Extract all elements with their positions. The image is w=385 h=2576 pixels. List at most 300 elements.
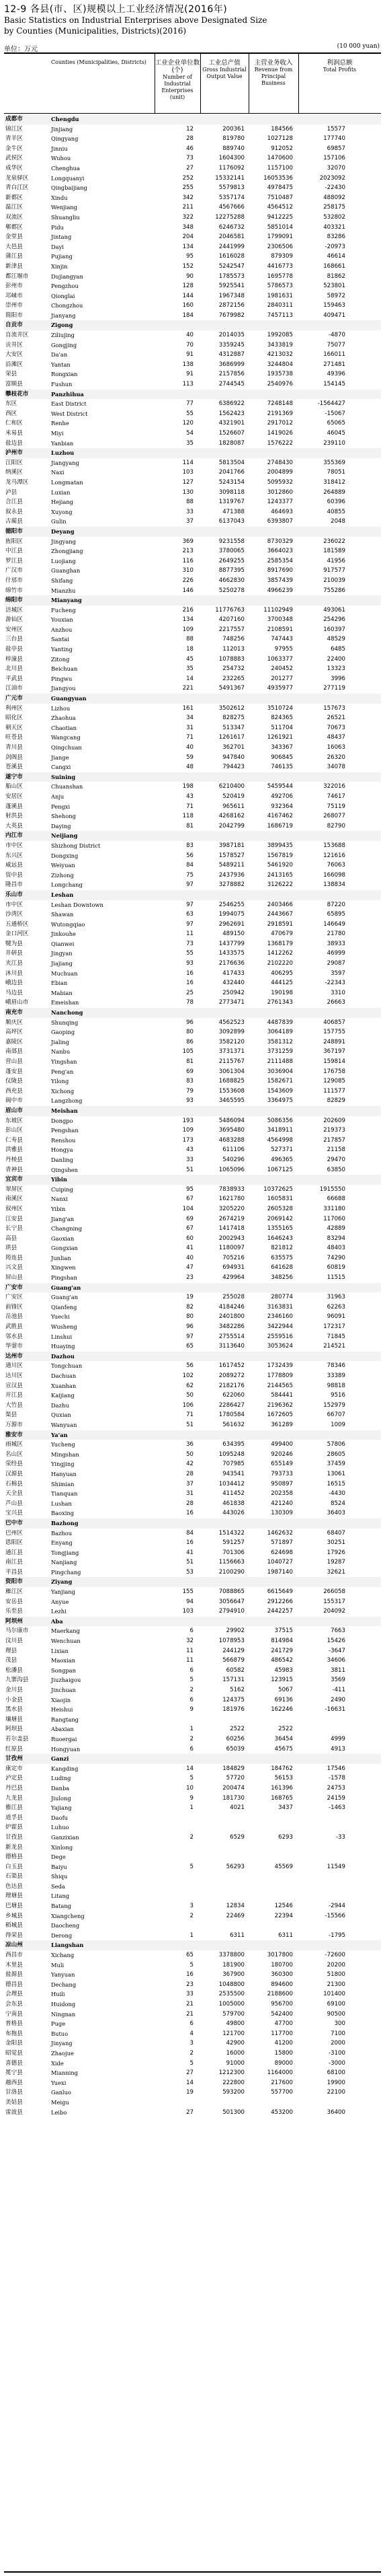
cell-enterprise-count: 23 (186, 1981, 194, 1988)
cell-total-profit: 138834 (323, 881, 345, 889)
county-name-zh: 古蔺县 (5, 518, 23, 525)
table-row (4, 900, 381, 910)
cell-enterprise-count: 67 (186, 1195, 194, 1203)
cell-total-profit: 13061 (327, 1470, 345, 1477)
county-name-en: Shunqing (51, 1019, 79, 1026)
cell-gross-output: 1994075 (218, 911, 245, 918)
table-row (4, 1724, 381, 1734)
county-name-en: Junlian (51, 1254, 71, 1261)
cell-enterprise-count: 9 (189, 1794, 194, 1802)
cell-revenue: 4564512 (267, 204, 293, 211)
cell-gross-output: 1553608 (218, 1087, 245, 1095)
table-row (4, 851, 381, 861)
cell-enterprise-count: 75 (186, 871, 194, 879)
county-name-zh: 达川区 (5, 1372, 23, 1379)
cell-enterprise-count: 155 (182, 1588, 194, 1596)
county-name-zh: 雅安市 (5, 1431, 23, 1438)
table-row (4, 1950, 381, 1960)
county-name-zh: 郫都区 (5, 223, 23, 231)
table-group-row (4, 527, 381, 537)
county-name-zh: 平昌县 (5, 1568, 23, 1576)
header-output-zh: 工业总产值 (208, 59, 241, 67)
cell-total-profit: 3996 (331, 675, 345, 682)
cell-gross-output: 2773471 (218, 999, 245, 1006)
cell-total-profit: 83294 (327, 1235, 345, 1242)
table-row (4, 1499, 381, 1509)
cell-total-profit: 16515 (327, 1480, 345, 1487)
cell-total-profit: -3000 (329, 2059, 345, 2067)
county-name-zh: 雅江县 (5, 1804, 23, 1812)
cell-revenue: 2111488 (267, 1058, 293, 1065)
county-name-en: Changning (51, 1225, 82, 1232)
cell-revenue: 641628 (271, 1264, 293, 1272)
cell-enterprise-count: 6 (189, 1666, 194, 1674)
cell-gross-output: 2872156 (218, 302, 245, 309)
county-name-en: Chaotian (51, 724, 77, 731)
county-name-en: Zitong (51, 655, 70, 663)
cell-enterprise-count: 36 (186, 1441, 194, 1448)
cell-gross-output: 181976 (222, 1706, 245, 1714)
cell-gross-output: 112013 (222, 646, 245, 653)
table-row (4, 743, 381, 753)
cell-enterprise-count: 91 (186, 351, 194, 359)
county-name-zh: 贡井区 (5, 341, 23, 348)
cell-total-profit: 7100 (331, 2030, 345, 2037)
cell-revenue: 4213032 (267, 351, 293, 359)
cell-revenue: 168765 (271, 1794, 293, 1802)
county-name-zh: 恩阳区 (5, 1539, 23, 1547)
county-name-en: Qionglai (51, 292, 75, 299)
cell-gross-output: 60582 (226, 1666, 245, 1674)
county-name-zh: 攀枝花市 (5, 390, 29, 398)
county-name-en: Meishan (51, 1107, 78, 1114)
table-row (4, 1371, 381, 1381)
cell-revenue: 2306506 (267, 243, 293, 250)
county-name-zh: 黑水县 (5, 1706, 23, 1714)
cell-enterprise-count: 41 (186, 1549, 194, 1556)
county-name-zh: 沿滩区 (5, 361, 23, 368)
cell-gross-output: 2522 (230, 1726, 245, 1733)
table-row (4, 1607, 381, 1617)
table-row (4, 753, 381, 763)
table-group-row (4, 890, 381, 900)
cell-revenue: 6311 (278, 1931, 293, 1939)
county-name-zh: 顺庆区 (5, 1019, 23, 1026)
cell-total-profit: 917577 (323, 567, 345, 575)
county-name-en: Ningnan (51, 2010, 76, 2018)
county-name-en: Guanghan (51, 567, 81, 575)
cell-total-profit: 160397 (323, 626, 345, 633)
table-row (4, 272, 381, 282)
cell-gross-output: 12834 (226, 1903, 245, 1910)
cell-gross-output: 29902 (226, 1627, 245, 1635)
cell-gross-output: 5357174 (218, 194, 245, 201)
county-name-en: Leshan (51, 891, 74, 898)
cell-gross-output: 7838933 (218, 1185, 245, 1193)
county-name-zh: 喜德县 (5, 2059, 23, 2067)
cell-revenue: 4487839 (267, 1019, 293, 1026)
cell-revenue: 162246 (271, 1706, 293, 1714)
county-name-en: Shawan (51, 911, 74, 918)
cell-revenue: 89000 (274, 2059, 293, 2067)
table-row (4, 1666, 381, 1676)
header-output (200, 54, 249, 113)
header-output-en: Gross Industrial Output Value (202, 67, 247, 79)
table-row (4, 645, 381, 655)
cell-enterprise-count: 103 (182, 469, 194, 476)
cell-total-profit: -1795 (329, 1931, 345, 1939)
cell-total-profit: 22100 (327, 2089, 345, 2096)
cell-total-profit: 60396 (327, 499, 345, 506)
county-name-en: Yingshan (51, 1058, 77, 1065)
cell-revenue: 2559516 (267, 1333, 293, 1340)
cell-total-profit: 7663 (331, 1627, 345, 1635)
table-row (4, 409, 381, 419)
cell-enterprise-count: 14 (186, 1765, 194, 1772)
cell-enterprise-count: 130 (182, 488, 194, 496)
table-row (4, 1185, 381, 1195)
cell-revenue: 3017800 (267, 1952, 293, 1959)
table-row (4, 223, 381, 233)
cell-enterprise-count: 161 (182, 704, 194, 712)
table-group-row (4, 1106, 381, 1116)
cell-gross-output: 3092899 (218, 1029, 245, 1036)
table-group-row (4, 1283, 381, 1293)
cell-total-profit: 63850 (327, 1166, 345, 1173)
table-row (4, 723, 381, 733)
county-name-en: Shuangliu (51, 213, 80, 221)
county-name-zh: 旺苍县 (5, 734, 23, 741)
table-row (4, 262, 381, 272)
cell-revenue: 5786573 (267, 283, 293, 290)
cell-enterprise-count: 84 (186, 862, 194, 869)
cell-total-profit: 26521 (327, 714, 345, 722)
cell-enterprise-count: 46 (186, 145, 194, 152)
cell-total-profit: 202609 (323, 1117, 345, 1124)
county-name-zh: 资阳市 (5, 1578, 23, 1586)
county-name-zh: 三台县 (5, 636, 23, 643)
cell-revenue: 180700 (271, 1961, 293, 1968)
cell-revenue: 10372625 (263, 1185, 293, 1193)
cell-gross-output: 513347 (222, 724, 245, 731)
cell-enterprise-count: 104 (182, 1205, 194, 1212)
cell-gross-output: 1780584 (218, 1411, 245, 1419)
county-name-zh: 翠屏区 (5, 1185, 23, 1193)
table-row (4, 2108, 381, 2118)
cell-revenue: 5095932 (267, 478, 293, 486)
county-name-zh: 西昌市 (5, 1952, 23, 1959)
county-name-en: Yingjing (51, 1461, 75, 1468)
county-name-en: Pengshan (51, 1127, 79, 1134)
cell-enterprise-count: 255 (182, 184, 194, 192)
table-row (4, 1253, 381, 1263)
cell-gross-output: 947840 (222, 753, 245, 761)
cell-enterprise-count: 34 (186, 714, 194, 722)
county-name-zh: 彭州市 (5, 283, 23, 290)
table-row (4, 517, 381, 527)
cell-revenue: 5459544 (267, 783, 293, 790)
cell-revenue: 821812 (271, 1245, 293, 1252)
county-name-en: Yucheng (51, 1441, 75, 1448)
table-row (4, 1597, 381, 1607)
cell-gross-output: 254732 (222, 665, 245, 673)
cell-enterprise-count: 51 (186, 1421, 194, 1428)
county-name-zh: 双流区 (5, 213, 23, 221)
table-row (4, 1999, 381, 2010)
cell-revenue: 912052 (271, 145, 293, 152)
county-name-zh: 荣县 (5, 371, 17, 378)
cell-enterprise-count: 50 (186, 1392, 194, 1399)
county-name-zh: 五通桥区 (5, 920, 29, 928)
cell-total-profit: 409471 (323, 311, 345, 319)
cell-gross-output: 828275 (222, 714, 245, 722)
table-group-row (4, 1577, 381, 1587)
county-name-zh: 青川县 (5, 744, 23, 751)
cell-total-profit: 75077 (327, 341, 345, 348)
county-name-en: Wenjiang (51, 204, 77, 211)
table-row (4, 1891, 381, 1901)
county-name-en: Peng'an (51, 1068, 74, 1075)
cell-enterprise-count: 16 (186, 1971, 194, 1979)
cell-enterprise-count: 134 (182, 243, 194, 250)
cell-total-profit: 300 (334, 2020, 345, 2028)
cell-total-profit: -15566 (325, 1912, 345, 1919)
table-row (4, 1852, 381, 1862)
cell-total-profit: 15426 (327, 1637, 345, 1645)
table-group-row (4, 1175, 381, 1185)
cell-total-profit: 17926 (327, 1549, 345, 1556)
county-name-en: Guang'an (51, 1284, 81, 1291)
county-name-en: Anyue (51, 1598, 69, 1605)
table-row (4, 1921, 381, 1931)
county-name-zh: 广元市 (5, 695, 23, 702)
county-name-zh: 金川县 (5, 1687, 23, 1693)
cell-gross-output: 362701 (222, 744, 245, 751)
county-name-en: Heishui (51, 1706, 73, 1714)
cell-enterprise-count: 6 (189, 1745, 194, 1753)
county-name-zh: 马边县 (5, 989, 23, 996)
county-name-en: Huidong (51, 2001, 76, 2008)
county-name-zh: 阆中市 (5, 1097, 23, 1105)
cell-enterprise-count: 14 (186, 2079, 194, 2086)
cell-revenue: 950897 (271, 1480, 293, 1487)
cell-gross-output: 611106 (222, 1146, 245, 1154)
table-row (4, 507, 381, 517)
county-name-en: Rangtang (51, 1716, 79, 1723)
table-body (4, 114, 381, 2117)
county-name-zh: 泸州市 (5, 449, 23, 457)
cell-enterprise-count: 27 (186, 164, 194, 172)
cell-revenue: 1732439 (267, 1362, 293, 1370)
county-name-en: Quxian (51, 1411, 71, 1419)
cell-total-profit: 1009 (331, 1421, 345, 1428)
table-row (4, 124, 381, 135)
cell-gross-output: 4321901 (218, 420, 245, 427)
table-row (4, 1882, 381, 1892)
table-row (4, 153, 381, 163)
cell-enterprise-count: 97 (186, 901, 194, 908)
table-row (4, 439, 381, 449)
cell-total-profit: 32070 (327, 164, 345, 172)
cell-revenue: 2540976 (267, 381, 293, 388)
cell-revenue: 571897 (271, 1539, 293, 1547)
county-name-en: Jiangyou (51, 685, 76, 692)
table-row (4, 1636, 381, 1646)
cell-total-profit: 40855 (327, 508, 345, 515)
county-name-zh: 龙泉驿区 (5, 174, 29, 182)
cell-revenue: 343367 (271, 744, 293, 751)
cell-enterprise-count: 51 (186, 1166, 194, 1173)
county-name-zh: 崇州市 (5, 302, 23, 309)
cell-enterprise-count: 56 (186, 852, 194, 859)
table-row (4, 1695, 381, 1705)
cell-gross-output: 1212300 (218, 2069, 245, 2077)
cell-total-profit: 3597 (331, 969, 345, 977)
cell-total-profit: 96091 (327, 1313, 345, 1321)
county-name-zh: 南充市 (5, 1009, 23, 1017)
cell-total-profit: 66688 (327, 1195, 345, 1203)
county-name-zh: 宜宾市 (5, 1176, 23, 1183)
cell-enterprise-count: 70 (186, 341, 194, 348)
county-name-en: Yilong (51, 1078, 69, 1085)
county-name-zh: 成都市 (5, 116, 23, 122)
cell-gross-output: 5813504 (218, 459, 245, 466)
cell-revenue: 793733 (271, 1470, 293, 1477)
table-row (4, 291, 381, 301)
cell-total-profit: 166098 (323, 871, 345, 879)
table-row (4, 2068, 381, 2078)
county-name-en: Dachuan (51, 1372, 77, 1379)
cell-total-profit: 21158 (327, 1146, 345, 1154)
table-row (4, 655, 381, 665)
county-name-zh: 龙马潭区 (5, 478, 29, 486)
county-name-zh: 彭山区 (5, 1127, 23, 1134)
cell-total-profit: 2048 (331, 518, 345, 525)
cell-gross-output: 232265 (222, 675, 245, 682)
cell-revenue: 511704 (271, 724, 293, 731)
cell-enterprise-count: 5 (189, 2059, 194, 2067)
cell-gross-output: 9231558 (218, 538, 245, 545)
cell-revenue: 2917012 (267, 420, 293, 427)
cell-revenue: 499400 (271, 1441, 293, 1448)
table-group-row (4, 1430, 381, 1440)
table-row (4, 713, 381, 723)
cell-revenue: 47700 (274, 2020, 293, 2028)
table-row (4, 1165, 381, 1175)
county-name-en: Mianyang (51, 597, 82, 604)
table-row (4, 1715, 381, 1725)
table-row (4, 733, 381, 743)
county-name-zh: 盐源县 (5, 1971, 23, 1979)
table-row (4, 1656, 381, 1666)
cell-revenue: 117700 (271, 2030, 293, 2037)
cell-gross-output: 181900 (222, 1961, 245, 1968)
county-name-en: Wangcang (51, 734, 81, 741)
cell-enterprise-count: 4 (189, 2030, 194, 2037)
county-name-zh: 冕宁县 (5, 2069, 23, 2077)
table-row (4, 2049, 381, 2059)
county-name-en: Dechang (51, 1981, 77, 1988)
cell-gross-output: 12275288 (215, 213, 245, 221)
cell-gross-output: 4207160 (218, 616, 245, 624)
cell-enterprise-count: 94 (186, 1598, 194, 1605)
cell-revenue: 1462632 (267, 1529, 293, 1537)
county-name-en: Ruoergai (51, 1735, 77, 1742)
county-name-en: East District (51, 400, 87, 408)
cell-gross-output: 943541 (222, 1470, 245, 1477)
county-name-en: Chongzhou (51, 302, 83, 309)
cell-total-profit: 13323 (327, 665, 345, 673)
cell-gross-output: 429964 (222, 1274, 245, 1282)
table-row (4, 1087, 381, 1097)
cell-total-profit: 157673 (323, 704, 345, 712)
cell-gross-output: 2744545 (218, 381, 245, 388)
county-name-en: Yanbian (51, 439, 74, 447)
county-name-en: Maerkang (51, 1627, 80, 1635)
cell-revenue: 4935977 (267, 685, 293, 692)
cell-enterprise-count: 1 (189, 1804, 194, 1812)
cell-revenue: 2413165 (267, 871, 293, 879)
county-name-zh: 夹江县 (5, 960, 23, 967)
table-row (4, 988, 381, 998)
cell-gross-output: 4567666 (218, 204, 245, 211)
cell-gross-output: 540296 (222, 1156, 245, 1163)
cell-revenue: 655149 (271, 1461, 293, 1468)
county-name-zh: 大邑县 (5, 243, 23, 250)
cell-gross-output: 2674219 (218, 1215, 245, 1222)
table-row (4, 1843, 381, 1853)
cell-enterprise-count: 106 (182, 1401, 194, 1409)
cell-enterprise-count: 80 (186, 1313, 194, 1321)
county-name-zh: 自流井区 (5, 332, 29, 339)
table-row (4, 163, 381, 174)
county-name-zh: 安州区 (5, 626, 23, 633)
cell-enterprise-count: 81 (186, 1058, 194, 1065)
county-name-en: Lezhi (51, 1608, 67, 1615)
table-row (4, 242, 381, 252)
table-row (4, 1194, 381, 1204)
cell-total-profit: 322016 (323, 783, 345, 790)
table-row (4, 311, 381, 321)
county-name-en: Enyang (51, 1539, 73, 1547)
county-name-zh: 内江市 (5, 832, 23, 840)
cell-enterprise-count: 33 (186, 1991, 194, 1998)
county-name-zh: 大安区 (5, 351, 23, 359)
cell-total-profit: -4430 (329, 1490, 345, 1498)
cell-gross-output: 489150 (222, 930, 245, 938)
county-name-zh: 利州区 (5, 704, 23, 712)
cell-total-profit: 26663 (327, 999, 345, 1006)
cell-total-profit: 60819 (327, 1264, 345, 1272)
county-name-zh: 康定市 (5, 1765, 23, 1772)
county-name-zh: 南江县 (5, 1559, 23, 1566)
county-name-en: Tongjiang (51, 1549, 79, 1556)
cell-gross-output: 471388 (222, 508, 245, 515)
cell-total-profit: 46999 (327, 950, 345, 957)
county-name-en: Nanxi (51, 1195, 68, 1203)
cell-total-profit: 6485 (331, 646, 345, 653)
county-name-zh: 涪城区 (5, 606, 23, 614)
county-name-zh: 会理县 (5, 1991, 23, 1998)
county-name-zh: 巴塘县 (5, 1903, 23, 1910)
cell-enterprise-count: 1 (189, 1726, 194, 1733)
cell-gross-output: 121700 (222, 2030, 245, 2037)
table-row (4, 1646, 381, 1656)
county-name-zh: 东兴区 (5, 852, 23, 859)
county-name-zh: 中江县 (5, 548, 23, 555)
cell-enterprise-count: 310 (182, 567, 194, 575)
cell-enterprise-count: 21 (186, 2010, 194, 2018)
